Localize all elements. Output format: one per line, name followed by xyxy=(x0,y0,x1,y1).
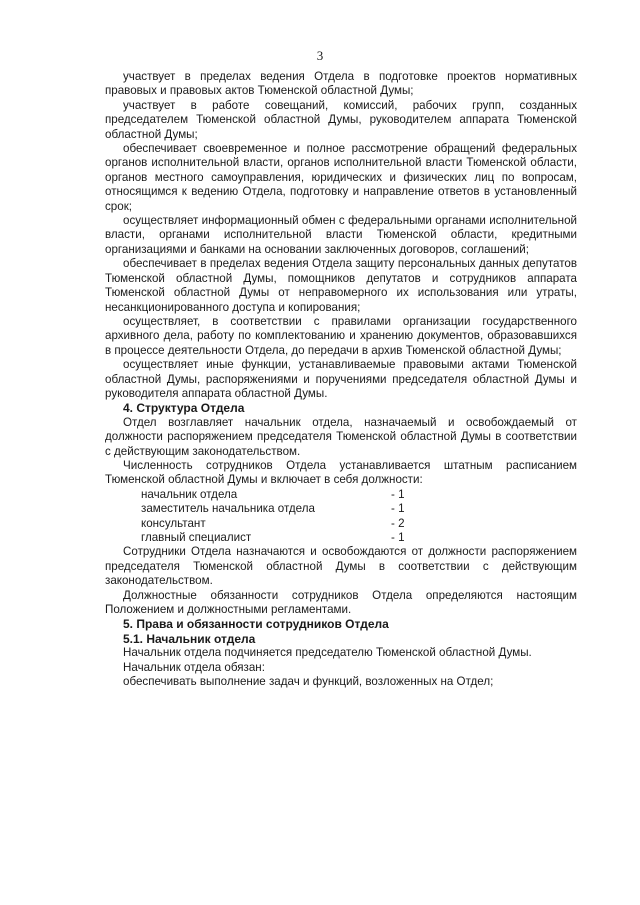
section-heading-structure: 4. Структура Отдела xyxy=(123,401,245,416)
subsection-heading-head: 5.1. Начальник отдела xyxy=(123,631,256,646)
staff-count: - 1 xyxy=(391,502,405,516)
paragraph: осуществляет информационный обмен с федеральными органами исполнительной власти, органами исполнительной власти Тюменской области, кредитными организациями и банками на основании заключенных договоров, соглашений; xyxy=(105,214,577,256)
document-body xyxy=(105,70,577,689)
paragraph: обеспечивает в пределах ведения Отдела защиту персональных данных депутатов Тюменской областной Думы, помощников депутатов и сотрудников аппарата Тюменской областной Думы от неправомерного их использования или утраты, несанкционированного доступа и копирования; xyxy=(105,257,577,314)
paragraph: обеспечивать выполнение задач и функций, возложенных на Отдел; xyxy=(123,675,494,689)
paragraph: участвует в пределах ведения Отдела в подготовке проектов нормативных правовых и правовых актов Тюменской областной Думы; xyxy=(105,70,577,98)
paragraph: Должностные обязанности сотрудников Отдела определяются настоящим Положением и должностными регламентами. xyxy=(105,588,577,617)
paragraph: Сотрудники Отдела назначаются и освобождаются от должности распоряжением председателя Тюменской областной Думы в соответствии с действующим законодательством. xyxy=(105,545,577,588)
paragraph: участвует в работе совещаний, комиссий, рабочих групп, созданных председателем Тюменской областной Думы, руководителем аппарата Тюменской областной Думы; xyxy=(105,98,577,141)
staff-position: главный специалист xyxy=(141,531,252,544)
staff-row xyxy=(105,531,577,545)
paragraph: Численность сотрудников Отдела устанавливается штатным расписанием Тюменской областной Думы и включает в себя должности: xyxy=(105,458,577,487)
staff-row xyxy=(105,517,577,531)
page-number: 3 xyxy=(316,48,324,63)
staff-count: - 2 xyxy=(391,516,405,530)
staff-position: начальник отдела xyxy=(141,487,238,501)
staff-row xyxy=(105,488,577,502)
paragraph: обеспечивает своевременное и полное рассмотрение обращений федеральных органов исполнительной власти, органов исполнительной власти Тюменской области, органов местного самоуправления, юридических и физических лиц по вопросам, относящимся к ведению Отдела, подготовку и направление ответов в установленный срок; xyxy=(105,142,577,213)
staff-position: заместитель начальника отдела xyxy=(141,502,315,516)
paragraph: Начальник отдела подчиняется председателю Тюменской областной Думы. xyxy=(123,646,532,660)
staff-count: - 1 xyxy=(391,487,405,501)
staff-count: - 1 xyxy=(391,531,405,544)
staff-row xyxy=(105,502,577,516)
staff-position: консультант xyxy=(141,516,206,530)
paragraph: осуществляет иные функции, устанавливаемые правовыми актами Тюменской областной Думы, распоряжениями и поручениями председателя областной Думы и руководителя аппарата областной Думы. xyxy=(105,358,577,400)
section-heading-rights: 5. Права и обязанности сотрудников Отдела xyxy=(123,617,389,632)
paragraph: Начальник отдела обязан: xyxy=(123,660,265,674)
paragraph: осуществляет, в соответствии с правилами организации государственного архивного дела, работу по комплектованию и хранению документов, образовавшихся в процессе деятельности Отдела, до передачи в архив Тюменской областной Думы; xyxy=(105,314,577,357)
staff-list xyxy=(105,488,577,546)
paragraph: Отдел возглавляет начальник отдела, назначаемый и освобождаемый от должности распоряжением председателя Тюменской областной Думы в соответствии с действующим законодательством. xyxy=(105,415,577,458)
